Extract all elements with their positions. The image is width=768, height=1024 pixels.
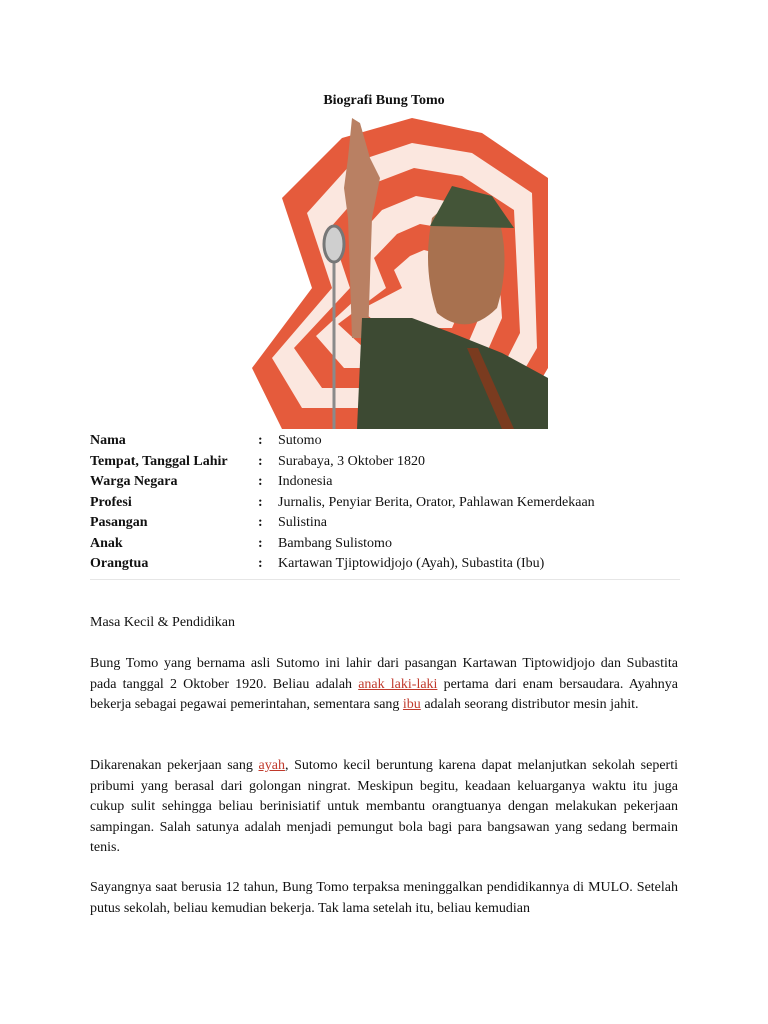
- profile-key: Warga Negara: [90, 474, 178, 489]
- profile-row: [90, 554, 680, 575]
- profile-row: [90, 452, 680, 473]
- profile-separator: :: [258, 433, 263, 448]
- profile-separator: :: [258, 474, 263, 489]
- p1-text-a: Bung Tomo yang bernama asli Sutomo ini lahir dari pasangan Kartawan Tiptowidjojo dan Subastita pada tanggal 2 Oktober 1920. Beliau adalah: [90, 656, 678, 692]
- profile-separator: :: [258, 515, 263, 530]
- profile-value: Jurnalis, Penyiar Berita, Orator, Pahlawan Kemerdekaan: [278, 494, 595, 510]
- profile-separator: :: [258, 494, 263, 510]
- bung-tomo-photo: [252, 118, 548, 429]
- paragraph-1: [90, 654, 678, 716]
- profile-value: Bambang Sulistomo: [278, 535, 392, 551]
- profile-key: Pasangan: [90, 515, 148, 530]
- profile-separator: :: [258, 556, 263, 571]
- link-ayah[interactable]: ayah: [258, 758, 285, 773]
- profile-row: [90, 493, 680, 514]
- page-title: Biografi Bung Tomo: [323, 93, 445, 108]
- p2-text-b: , Sutomo kecil beruntung karena dapat melanjutkan sekolah seperti pribumi yang berasal dari golongan ningrat. Meskipun begitu, keadaan keluarganya waktu itu juga cukup sulit sehingga beliau berinisiatif untuk membantu orangtuanya dengan melakukan pekerjaan sampingan. Salah satunya adalah menjadi pemungut bola bagi para bangsawan yang sedang bermain tenis.: [90, 758, 678, 856]
- profile-value: Sutomo: [278, 433, 322, 448]
- profile-key: Anak: [90, 535, 123, 551]
- link-anak-laki-laki[interactable]: anak laki-laki: [358, 676, 438, 692]
- profile-row: [90, 472, 680, 493]
- profile-value: Sulistina: [278, 515, 328, 530]
- profile-row: [90, 513, 680, 534]
- profile-value: Indonesia: [278, 474, 333, 489]
- profile-key: Orangtua: [90, 556, 149, 571]
- profile-row: [90, 431, 680, 452]
- p1-text-c: adalah seorang distributor mesin jahit.: [420, 697, 639, 713]
- profile-key: Nama: [90, 433, 126, 448]
- paragraph-2: [90, 756, 678, 859]
- section-heading: Masa Kecil & Pendidikan: [90, 615, 236, 630]
- p2-text-a: Dikarenakan pekerjaan sang: [90, 758, 259, 773]
- profile-table: [90, 431, 680, 580]
- link-ibu[interactable]: ibu: [402, 697, 421, 713]
- profile-value: Kartawan Tjiptowidjojo (Ayah), Subastita (Ibu): [278, 556, 545, 571]
- paragraph-3: Sayangnya saat berusia 12 tahun, Bung Tomo terpaksa meninggalkan pendidikannya di MULO. Setelah putus sekolah, beliau kemudian bekerja. Tak lama setelah itu, beliau kemudian: [90, 880, 678, 916]
- p1-text-b: pertama dari enam bersaudara. Ayahnya bekerja sebagai pegawai pemerintahan, sementara sang: [90, 676, 678, 713]
- profile-value: Surabaya, 3 Oktober 1820: [278, 453, 425, 469]
- profile-separator: :: [258, 453, 263, 469]
- profile-separator: :: [258, 535, 263, 551]
- profile-key: Profesi: [90, 494, 132, 510]
- profile-row: [90, 534, 680, 555]
- profile-key: Tempat, Tanggal Lahir: [90, 453, 228, 469]
